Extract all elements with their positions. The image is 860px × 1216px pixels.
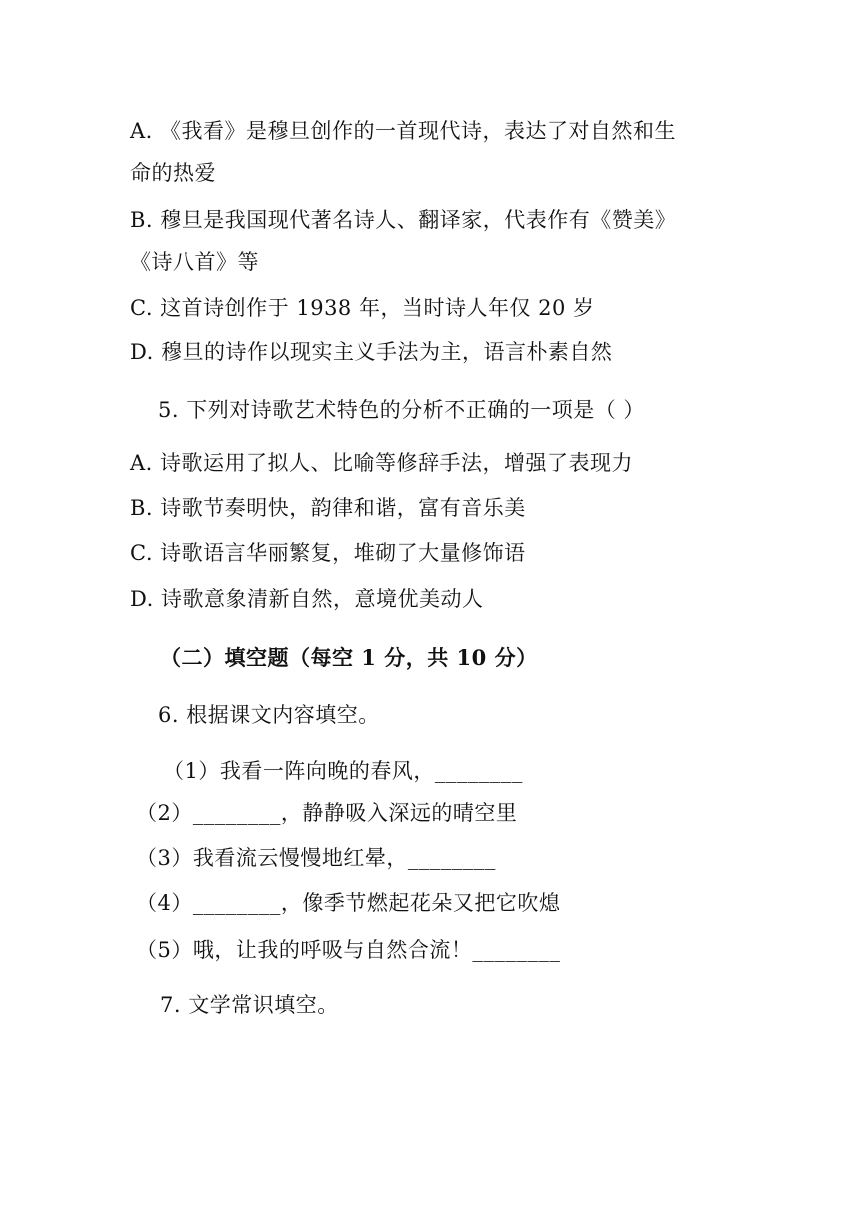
q6-blank-1: （1）我看一阵向晚的春风，________ xyxy=(163,759,523,783)
q4-option-a-line1: A. 《我看》是穆旦创作的一首现代诗，表达了对自然和生 xyxy=(130,119,677,143)
q4-option-a-line2: 命的热爱 xyxy=(130,161,216,185)
q5-option-c: C. 诗歌语言华丽繁复，堆砌了大量修饰语 xyxy=(130,541,526,565)
q5-stem: 5. 下列对诗歌艺术特色的分析不正确的一项是（ ） xyxy=(158,398,645,422)
q4-option-d: D. 穆旦的诗作以现实主义手法为主，语言朴素自然 xyxy=(130,340,613,364)
q4-option-c: C. 这首诗创作于 1938 年，当时诗人年仅 20 岁 xyxy=(130,296,595,320)
q5-option-d: D. 诗歌意象清新自然，意境优美动人 xyxy=(130,587,484,611)
q6-blank-5: （5）哦，让我的呼吸与自然合流！________ xyxy=(136,938,561,962)
q6-blank-2: （2）________，静静吸入深远的晴空里 xyxy=(136,801,518,825)
q4-option-b-line1: B. 穆旦是我国现代著名诗人、翻译家，代表作有《赞美》 xyxy=(130,208,677,232)
section-title-fill-in: （二）填空题（每空 1 分，共 10 分） xyxy=(160,645,538,670)
q5-option-b: B. 诗歌节奏明快，韵律和谐，富有音乐美 xyxy=(130,496,526,520)
q5-option-a: A. 诗歌运用了拟人、比喻等修辞手法，增强了表现力 xyxy=(130,451,634,475)
q4-option-b-line2: 《诗八首》等 xyxy=(130,250,259,274)
q6-stem: 6. 根据课文内容填空。 xyxy=(158,703,380,727)
q7-stem: 7. 文学常识填空。 xyxy=(160,993,339,1017)
q6-blank-3: （3）我看流云慢慢地红晕，________ xyxy=(136,846,496,870)
q6-blank-4: （4）________，像季节燃起花朵又把它吹熄 xyxy=(136,891,561,915)
